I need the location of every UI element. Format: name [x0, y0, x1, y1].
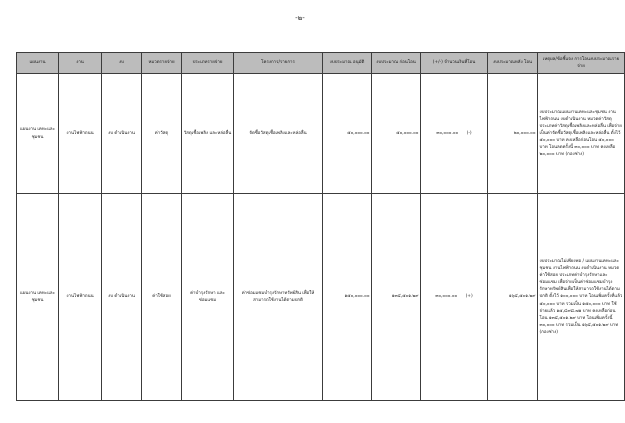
- cell-category: ค่าวัสดุ: [142, 74, 182, 194]
- transfer-sign: (-): [466, 130, 472, 136]
- cell-plan: แผนงาน เคหะและ ชุมชน: [17, 74, 59, 194]
- cell-before: ๕๐,๐๐๐.๐๐: [372, 74, 421, 194]
- table-row: [17, 74, 625, 194]
- table-header-row: [17, 53, 625, 74]
- header-type: ประเภทรายจ่าย: [182, 53, 234, 74]
- cell-plan: แผนงาน เคหะและ ชุมชน: [17, 194, 59, 401]
- cell-work: งานไฟฟ้าถนน: [59, 194, 102, 401]
- cell-category: ค่าใช้สอย: [142, 194, 182, 401]
- cell-after: ๑๖๔,๕๐๑.๒๙: [488, 194, 538, 401]
- transfer-amount: ๓๐,๐๐๐.๐๐: [435, 294, 458, 300]
- header-reason: เหตุผล/ข้อชี้แจง การโอนงบประมาณรายจ่าย: [538, 53, 625, 74]
- cell-before: ๑๓๔,๕๐๑.๒๙: [372, 194, 421, 401]
- budget-transfer-table: [16, 52, 625, 401]
- header-category: หมวดรายจ่าย: [142, 53, 182, 74]
- cell-project: จัดซื้อวัสดุเชื้อเพลิงและหล่อลื่น: [234, 74, 323, 194]
- cell-transfer: [421, 74, 488, 194]
- header-plan: แผนงาน: [17, 53, 59, 74]
- transfer-amount: ๓๐,๐๐๐.๐๐: [436, 130, 459, 136]
- cell-approved: ๕๐,๐๐๐.๐๐: [323, 74, 372, 194]
- header-work: งาน: [59, 53, 102, 74]
- cell-transfer: [421, 194, 488, 401]
- cell-fund: งบ ดำเนินงาน: [102, 74, 142, 194]
- header-after: งบประมาณหลัง โอน: [488, 53, 538, 74]
- header-project: โครงการ/รายการ: [234, 53, 323, 74]
- page-number: -๒-: [295, 14, 305, 22]
- cell-after: ๒๐,๐๐๐.๐๐: [488, 74, 538, 194]
- table-row: [17, 194, 625, 401]
- cell-approved: ๑๕๐,๐๐๐.๐๐: [323, 194, 372, 401]
- cell-reason: งบประมาณไม่เพียงพอ / แผนงานเคหะและชุมชน งานไฟฟ้าถนน งบดำเนินงาน หมวดค่าใช้สอย ประเภทค่าบำรุงรักษาและซ่อมแซม เพื่อจ่ายเป็นค่าซ่อมแซมบำรุงรักษาทรัพย์สินเพื่อให้สามารถใช้งานได้ตามปกติ ตั้งไว้ ๑๐๐,๐๐๐ บาท โอนเพิ่มครั้งที่แล้ว ๕๐,๐๐๐ บาท รวมเป็น ๑๕๐,๐๐๐ บาท ใช้จ่ายแล้ว ๑๕,๔๙๘.๗๑ บาท คงเหลือก่อนโอน ๑๓๔,๕๐๑.๒๙ บาท โอนเพิ่มครั้งนี้ ๓๐,๐๐๐ บาท รวมเป็น ๑๖๔,๕๐๑.๒๙ บาท (กองช่าง): [538, 194, 625, 401]
- header-transfer: (+/-) จำนวนเงินที่โอน: [421, 53, 488, 74]
- cell-type: ค่าบำรุงรักษา และซ่อมแซม: [182, 194, 234, 401]
- cell-project: ค่าซ่อมแซมบำรุงรักษาทรัพย์สิน เพื่อให้สามารถใช้งานได้ตามปกติ: [234, 194, 323, 401]
- cell-fund: งบ ดำเนินงาน: [102, 194, 142, 401]
- header-before: งบประมาณ ก่อนโอน: [372, 53, 421, 74]
- transfer-sign: (+): [465, 294, 473, 300]
- header-approved: งบประมาณ อนุมัติ: [323, 53, 372, 74]
- cell-work: งานไฟฟ้าถนน: [59, 74, 102, 194]
- cell-reason: งบประมาณแผนงานเคหะและชุมชน งานไฟฟ้าถนน งบดำเนินงาน หมวดค่าวัสดุ ประเภทค่าวัสดุเชื้อเพลิงและหล่อลื่น เพื่อจ่ายเป็นค่าจัดซื้อวัสดุเชื้อเพลิงและหล่อลื่น ตั้งไว้ ๕๐,๐๐๐ บาท คงเหลือก่อนโอน ๕๐,๐๐๐ บาท โอนลดครั้งนี้ ๓๐,๐๐๐ บาท คงเหลือ ๒๐,๐๐๐ บาท (กองช่าง): [538, 74, 625, 194]
- header-fund: งบ: [102, 53, 142, 74]
- cell-type: วัสดุเชื้อเพลิง และหล่อลื่น: [182, 74, 234, 194]
